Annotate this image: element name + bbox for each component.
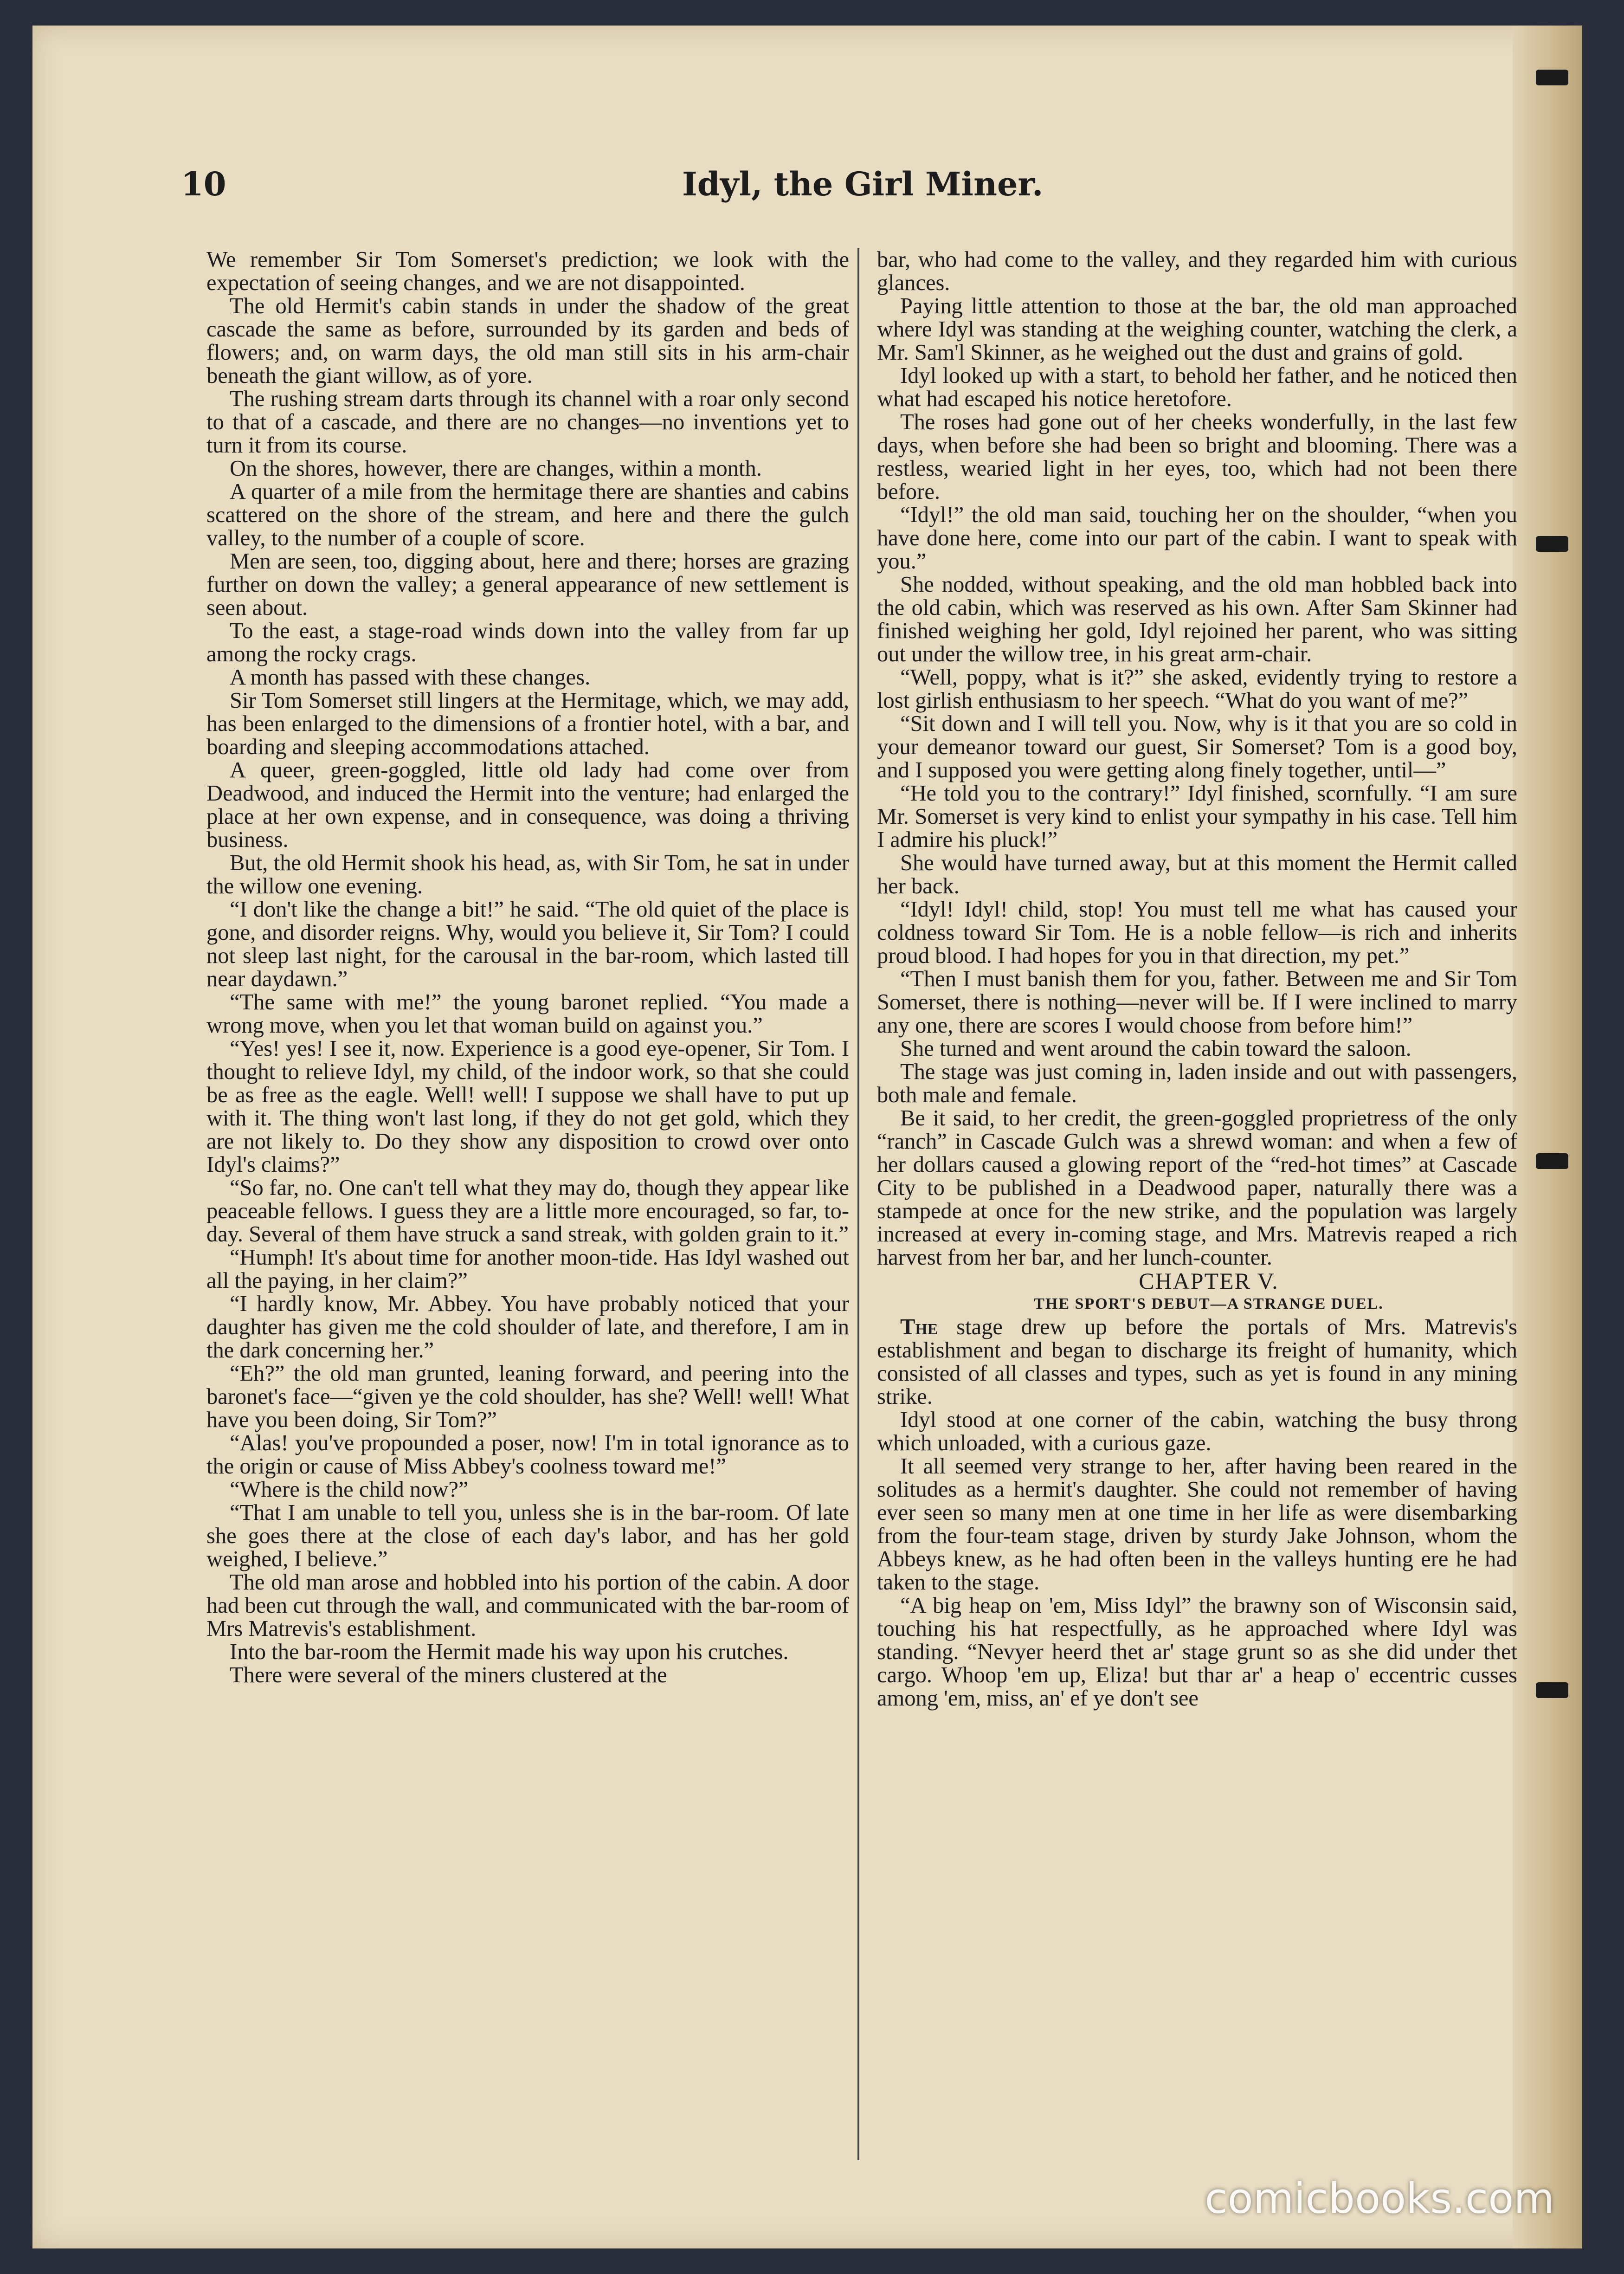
paragraph: “Sit down and I will tell you. Now, why is it that you are so cold in your demeanor toward our guest, Sir Somerset? Tom is a good boy, and I supposed you were getting along finely together, until—” — [877, 711, 1517, 782]
staple — [1536, 536, 1568, 552]
paragraph: “I don't like the change a bit!” he said. “The old quiet of the place is gone, and disorder reigns. Why, would you believe it, Sir Tom? I could not sleep last night, for the carousal in the bar-room, which lasted till near daydawn.” — [206, 897, 849, 991]
paragraph: Be it said, to her credit, the green-goggled proprietress of the only “ranch” in Cascade Gulch was a shrewd woman: and when a few of her dollars caused a glowing report of the “red-hot times” at Cascade City to be published in a Deadwood paper, naturally there was a stampede at once for the new strike, and the population was largely increased at every in-coming stage, and Mrs. Matrevis reaped a rich harvest from her bar, and her lunch-counter. — [877, 1106, 1517, 1270]
paragraph: On the shores, however, there are changes, within a month. — [230, 456, 762, 481]
paragraph: The roses had gone out of her cheeks wonderfully, in the last few days, when before she had been so bright and blooming. There was a restless, wearied light in her eyes, too, which had not been there before. — [877, 410, 1517, 504]
paragraph: “The same with me!” the young baronet replied. “You made a wrong move, when you let that woman build on against you.” — [206, 990, 849, 1038]
page-number: 10 — [181, 165, 226, 203]
paragraph: The old Hermit's cabin stands in under the shadow of the great cascade the same as before, surrounded by its garden and beds of flowers; and, on warm days, the old man still sits in his arm-chair beneath the giant willow, as of yore. — [206, 294, 849, 388]
paragraph: The old man arose and hobbled into his portion of the cabin. A door had been cut through the wall, and communicated with the bar-room of Mrs Matrevis's establishment. — [206, 1570, 849, 1641]
column-divider — [857, 248, 859, 2160]
running-title: Idyl, the Girl Miner. — [682, 165, 1044, 203]
watermark-logo: comicbooks.com — [1205, 2174, 1554, 2223]
paragraph: The stage was just coming in, laden inside and out with passengers, both male and female. — [877, 1059, 1517, 1107]
paragraph: There were several of the miners clustered at the — [230, 1663, 667, 1687]
paragraph: “Idyl!” the old man said, touching her on the shoulder, “when you have done here, come into our part of the cabin. I want to speak with you.” — [877, 503, 1517, 574]
chapter-opening-paragraph — [877, 1316, 1517, 1408]
right-column — [877, 248, 1517, 1710]
paragraph: “He told you to the contrary!” Idyl finished, scornfully. “I am sure Mr. Somerset is very kind to enlist your sympathy in his case. Tell him I admire his pluck!” — [877, 781, 1517, 852]
paragraph: “Alas! you've propounded a poser, now! I'm in total ignorance as to the origin or cause of Miss Abbey's coolness toward me!” — [206, 1431, 849, 1479]
paragraph: A month has passed with these changes. — [230, 665, 591, 690]
paragraph: “Yes! yes! I see it, now. Experience is a good eye-opener, Sir Tom. I thought to relieve Idyl, my child, of the indoor work, so that she could be as free as the eagle. Well! well! I suppose we shall have to put up with it. The thing won't last long, if they do not get gold, which they are not likely to. Do they show any disposition to crowd over onto Idyl's claims?” — [206, 1036, 849, 1177]
paragraph: Men are seen, too, digging about, here and there; horses are grazing further on down the valley; a general appearance of new settlement is seen about. — [206, 549, 849, 620]
opening-text: stage drew up before the portals of Mrs. Matrevis's establishment and began to discharge its freight of humanity, which consisted of all classes and types, such as yet is found in any mining strike. — [877, 1315, 1517, 1409]
paragraph: “A big heap on 'em, Miss Idyl” the brawny son of Wisconsin said, touching his hat respectfully, as he approached where Idyl was standing. “Nevyer heerd thet ar' stage grunt so as she did under thet cargo. Whoop 'em up, Eliza! but thar ar' a heap o' eccentric cusses among 'em, miss, an' ef ye don't see — [877, 1593, 1517, 1711]
paragraph: Into the bar-room the Hermit made his way upon his crutches. — [230, 1640, 789, 1664]
page-header — [181, 160, 1527, 211]
paragraph: “Idyl! Idyl! child, stop! You must tell me what has caused your coldness toward Sir Tom. He is a noble fellow—is rich and inherits proud blood. I had hopes for you in that direction, my pet.” — [877, 897, 1517, 968]
left-column — [206, 248, 849, 1687]
paragraph: “I hardly know, Mr. Abbey. You have probably noticed that your daughter has given me the cold shoulder of late, and therefore, I am in the dark concerning her.” — [206, 1292, 849, 1363]
drop-word: The — [900, 1315, 938, 1339]
paragraph: “Where is the child now?” — [230, 1477, 469, 1502]
paragraph: A quarter of a mile from the hermitage there are shanties and cabins scattered on the shore of the stream, and here and there the gulch valley, to the number of a couple of score. — [206, 479, 849, 550]
paragraph: She nodded, without speaking, and the old man hobbled back into the old cabin, which was reserved as his own. After Sam Skinner had finished weighing her gold, Idyl rejoined her parent, who was sitting out under the willow tree, in his great arm-chair. — [877, 572, 1517, 666]
paragraph: But, the old Hermit shook his head, as, with Sir Tom, he sat in under the willow one evening. — [206, 851, 849, 898]
chapter-title: CHAPTER V. — [1139, 1268, 1279, 1294]
paragraph: “So far, no. One can't tell what they may do, though they appear like peaceable fellows. I guess they are a little more encouraged, so far, to-day. Several of them have struck a sand streak, with golden grain to it.” — [206, 1176, 849, 1247]
book-page — [32, 26, 1582, 2248]
page-spine-edge — [1513, 26, 1582, 2248]
paragraph: “Humph! It's about time for another moon-tide. Has Idyl washed out all the paying, in her claim?” — [206, 1245, 849, 1293]
paragraph: Sir Tom Somerset still lingers at the Hermitage, which, we may add, has been enlarged to the dimensions of a frontier hotel, with a bar, and boarding and sleeping accommodations attached. — [206, 688, 849, 759]
paragraph: We remember Sir Tom Somerset's prediction; we look with the expectation of seeing changes, and we are not disappointed. — [206, 247, 849, 295]
chapter-subtitle: THE SPORT'S DEBUT—A STRANGE DUEL. — [1034, 1295, 1384, 1312]
paragraph: “That I am unable to tell you, unless she is in the bar-room. Of late she goes there at the close of each day's labor, and has her gold weighed, I believe.” — [206, 1500, 849, 1571]
paragraph: “Eh?” the old man grunted, leaning forward, and peering into the baronet's face—“given ye the cold shoulder, has she? Well! well! What have you been doing, Sir Tom?” — [206, 1361, 849, 1432]
staple — [1536, 1682, 1568, 1698]
paragraph: To the east, a stage-road winds down into the valley from far up among the rocky crags. — [206, 619, 849, 666]
paragraph: It all seemed very strange to her, after having been reared in the solitudes as a hermit's daughter. She could not remember of having ever seen so many men at one time in her life as were disembarking from the four-team stage, driven by sturdy Jake Johnson, whom the Abbeys knew, as he had often been in the valleys hunting ere he had taken to the stage. — [877, 1454, 1517, 1595]
paragraph: A queer, green-goggled, little old lady had come over from Deadwood, and induced the Hermit into the venture; had enlarged the place at her own expense, and in consequence, was doing a thriving business. — [206, 758, 849, 852]
paragraph: Idyl looked up with a start, to behold her father, and he noticed then what had escaped his notice heretofore. — [877, 363, 1517, 411]
paragraph: bar, who had come to the valley, and they regarded him with curious glances. — [877, 247, 1517, 295]
paragraph: Paying little attention to those at the bar, the old man approached where Idyl was standing at the weighing counter, watching the clerk, a Mr. Sam'l Skinner, as he weighed out the dust and grains of gold. — [877, 294, 1517, 365]
paragraph: “Then I must banish them for you, father. Between me and Sir Tom Somerset, there is nothing—never will be. If I were inclined to marry any one, there are scores I would choose from before him!” — [877, 967, 1517, 1038]
staple — [1536, 1153, 1568, 1169]
paragraph: She would have turned away, but at this moment the Hermit called her back. — [877, 851, 1517, 898]
paragraph: She turned and went around the cabin toward the saloon. — [900, 1036, 1411, 1061]
paragraph: Idyl stood at one corner of the cabin, watching the busy throng which unloaded, with a curious gaze. — [877, 1408, 1517, 1455]
paragraph: “Well, poppy, what is it?” she asked, evidently trying to restore a lost girlish enthusiasm to her speech. “What do you want of me?” — [877, 665, 1517, 713]
paragraph: The rushing stream darts through its channel with a roar only second to that of a cascade, and there are no changes—no inventions yet to turn it from its course. — [206, 387, 849, 458]
staple — [1536, 70, 1568, 85]
